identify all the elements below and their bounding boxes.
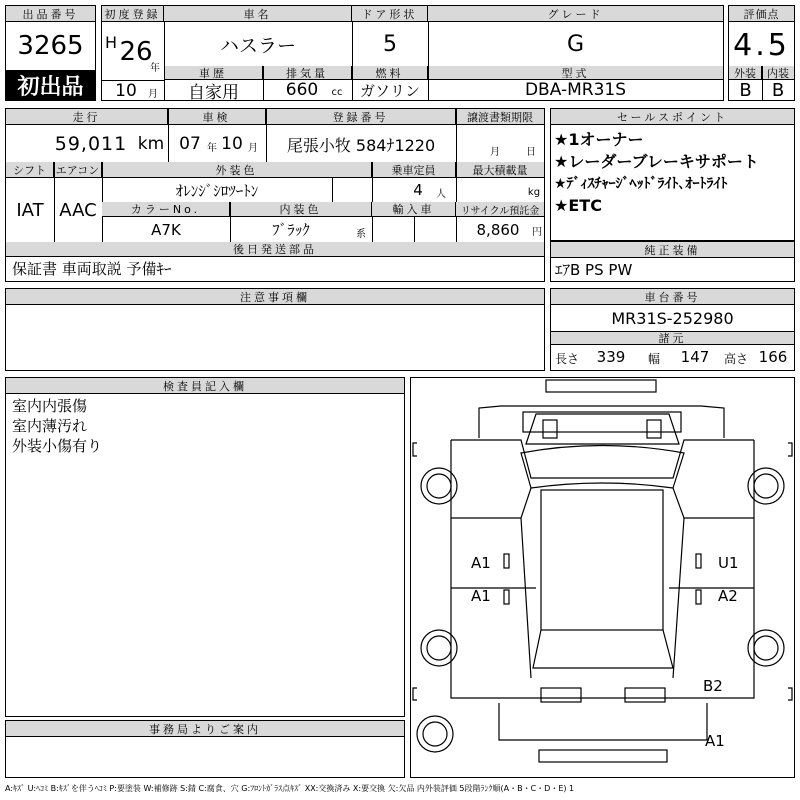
height: 166	[758, 348, 788, 366]
ext-grade-label: 外装	[729, 66, 762, 80]
inspector-line: 外装小傷有り	[12, 437, 103, 455]
history-label: 車歴	[164, 66, 263, 80]
mark-rear-right: B2	[703, 677, 723, 695]
mark-rear-bumper: A1	[705, 732, 725, 750]
car-name: ハスラー	[219, 34, 296, 57]
mark-left-rear-door: A1	[471, 587, 491, 605]
equipment: ｴｱB PS PW	[555, 261, 633, 279]
inspection-year: 07	[179, 134, 201, 154]
plate-label: 登録番号	[266, 109, 456, 125]
door-label: ドア形状	[352, 6, 428, 22]
score-label: 評価点	[729, 6, 794, 22]
ac-label: エアコン	[54, 162, 102, 178]
reg-label: 初度登録	[102, 6, 164, 22]
fuel: ガソリン	[359, 81, 420, 100]
notes-label: 注意事項欄	[6, 289, 544, 305]
transfer-label: 譲渡書類期限	[456, 109, 544, 125]
chassis-label: 車台番号	[551, 289, 794, 305]
color-label: 外装色	[102, 162, 372, 178]
height-label: 高さ	[723, 351, 748, 366]
notes-block	[5, 288, 545, 371]
score-block	[728, 5, 795, 101]
era: H	[104, 32, 118, 52]
first-listing-badge: 初出品	[6, 70, 95, 100]
chassis-number: MR31S-252980	[611, 308, 734, 328]
inspector-block	[5, 377, 405, 717]
int-grade-label: 内装	[762, 66, 794, 80]
shipping: 保証書 車両取説 予備ｷｰ	[12, 260, 172, 278]
reg-year: 26	[119, 37, 153, 67]
interior-label: 内装色	[230, 202, 372, 217]
history: 自家用	[188, 82, 239, 103]
fuel-label: 燃料	[352, 66, 428, 80]
sales-item: ★レーダーブレーキサポート	[554, 152, 759, 171]
payload-unit: kg	[527, 186, 541, 198]
model-label: 型式	[428, 66, 723, 80]
chassis-block	[550, 288, 795, 371]
ext-grade: B	[739, 79, 752, 101]
width: 147	[680, 348, 710, 366]
mileage: 59,011	[54, 133, 128, 155]
inspector-line: 室内薄汚れ	[12, 417, 88, 435]
sales-points	[550, 108, 795, 241]
displacement: 660	[285, 80, 319, 100]
damage-diagram	[410, 377, 795, 778]
inspection-month-unit: 月	[248, 142, 258, 154]
name-label: 車名	[164, 6, 352, 22]
lot-label: 出品番号	[6, 6, 95, 22]
sales-item: ★ﾃﾞｨｽﾁｬｰｼﾞﾍｯﾄﾞﾗｲﾄ､ｵｰﾄﾗｲﾄ	[554, 176, 728, 192]
payload-label: 最大積載量	[456, 162, 544, 178]
model: DBA-MR31S	[524, 80, 627, 100]
door-count: 5	[383, 31, 397, 57]
lot-block	[5, 5, 96, 101]
disp-label: 排気量	[263, 66, 352, 80]
width-label: 幅	[647, 351, 660, 366]
lot-number: 3265	[17, 31, 84, 61]
inspector-line: 室内内張傷	[12, 397, 88, 415]
mileage-unit: km	[137, 134, 165, 154]
office-block	[5, 720, 405, 778]
vehicle-header	[101, 5, 724, 101]
capacity: 4	[413, 181, 423, 199]
mark-right-rear-door: A2	[718, 587, 738, 605]
shipping-label: 後日発送部品	[6, 242, 544, 257]
inspection-month: 10	[221, 134, 243, 154]
equipment-block	[550, 241, 795, 282]
length: 339	[596, 348, 626, 366]
length-label: 長さ	[555, 351, 580, 366]
color-no: A7K	[151, 220, 181, 239]
car-outline-diagram	[411, 378, 794, 777]
shift-label: シフト	[6, 162, 54, 178]
import-label: 輸入車	[372, 202, 456, 217]
equipment-label: 純正装備	[551, 242, 794, 258]
capacity-label: 乗車定員	[372, 162, 456, 178]
reg-month: 10	[115, 81, 137, 101]
interior-color: ﾌﾞﾗｯｸ	[272, 221, 310, 239]
shift: IAT	[16, 199, 44, 221]
ac: AAC	[59, 199, 97, 221]
office-label: 事務局よりご案内	[6, 721, 404, 737]
inspector-label: 検査員記入欄	[6, 378, 404, 394]
sales-label: セールスポイント	[551, 109, 794, 125]
mileage-label: 走行	[6, 109, 168, 125]
transfer-month: 月	[490, 146, 500, 158]
transfer-day: 日	[526, 146, 536, 158]
interior-unit: 系	[356, 228, 366, 240]
mark-left-front-door: A1	[471, 554, 491, 572]
recycle-label: リサイクル預託金	[456, 202, 544, 217]
inspection-label: 車検	[168, 109, 266, 125]
sales-item: ★ETC	[554, 196, 602, 215]
reg-year-unit: 年	[150, 62, 160, 74]
specs-block	[5, 108, 545, 282]
plate: 尾張小牧 584ﾅ1220	[286, 135, 436, 155]
color-no-label: カラーNo.	[102, 202, 230, 217]
disp-unit: cc	[331, 86, 343, 98]
capacity-unit: 人	[436, 188, 446, 200]
inspection-year-unit: 年	[207, 142, 217, 154]
exterior-color: ｵﾚﾝｼﾞｼﾛﾂｰﾄﾝ	[175, 181, 259, 200]
mark-right-front-door: U1	[718, 554, 739, 572]
recycle: 8,860	[476, 220, 520, 239]
grade-label: グレード	[428, 6, 723, 22]
int-grade: B	[771, 79, 785, 101]
sales-item: ★1オーナー	[554, 130, 644, 149]
score: 4.5	[733, 27, 790, 63]
recycle-unit: 円	[532, 226, 542, 238]
grade: G	[566, 31, 585, 57]
reg-month-unit: 月	[148, 88, 158, 100]
legend: A:ｷｽﾞ U:ﾍｺﾐ B:ｷｽﾞを伴うﾍｺﾐ P:要塗装 W:補修跡 S:錆 C:腐食、穴 G:ﾌﾛﾝﾄｶﾞﾗｽ点ｷｽﾞ XX:交換済み X:要交換 欠:欠品 内外装評価 5段階ﾗﾝｸ順(A・B・C・D・E) 1	[5, 783, 575, 793]
dims-label: 諸元	[551, 331, 794, 345]
